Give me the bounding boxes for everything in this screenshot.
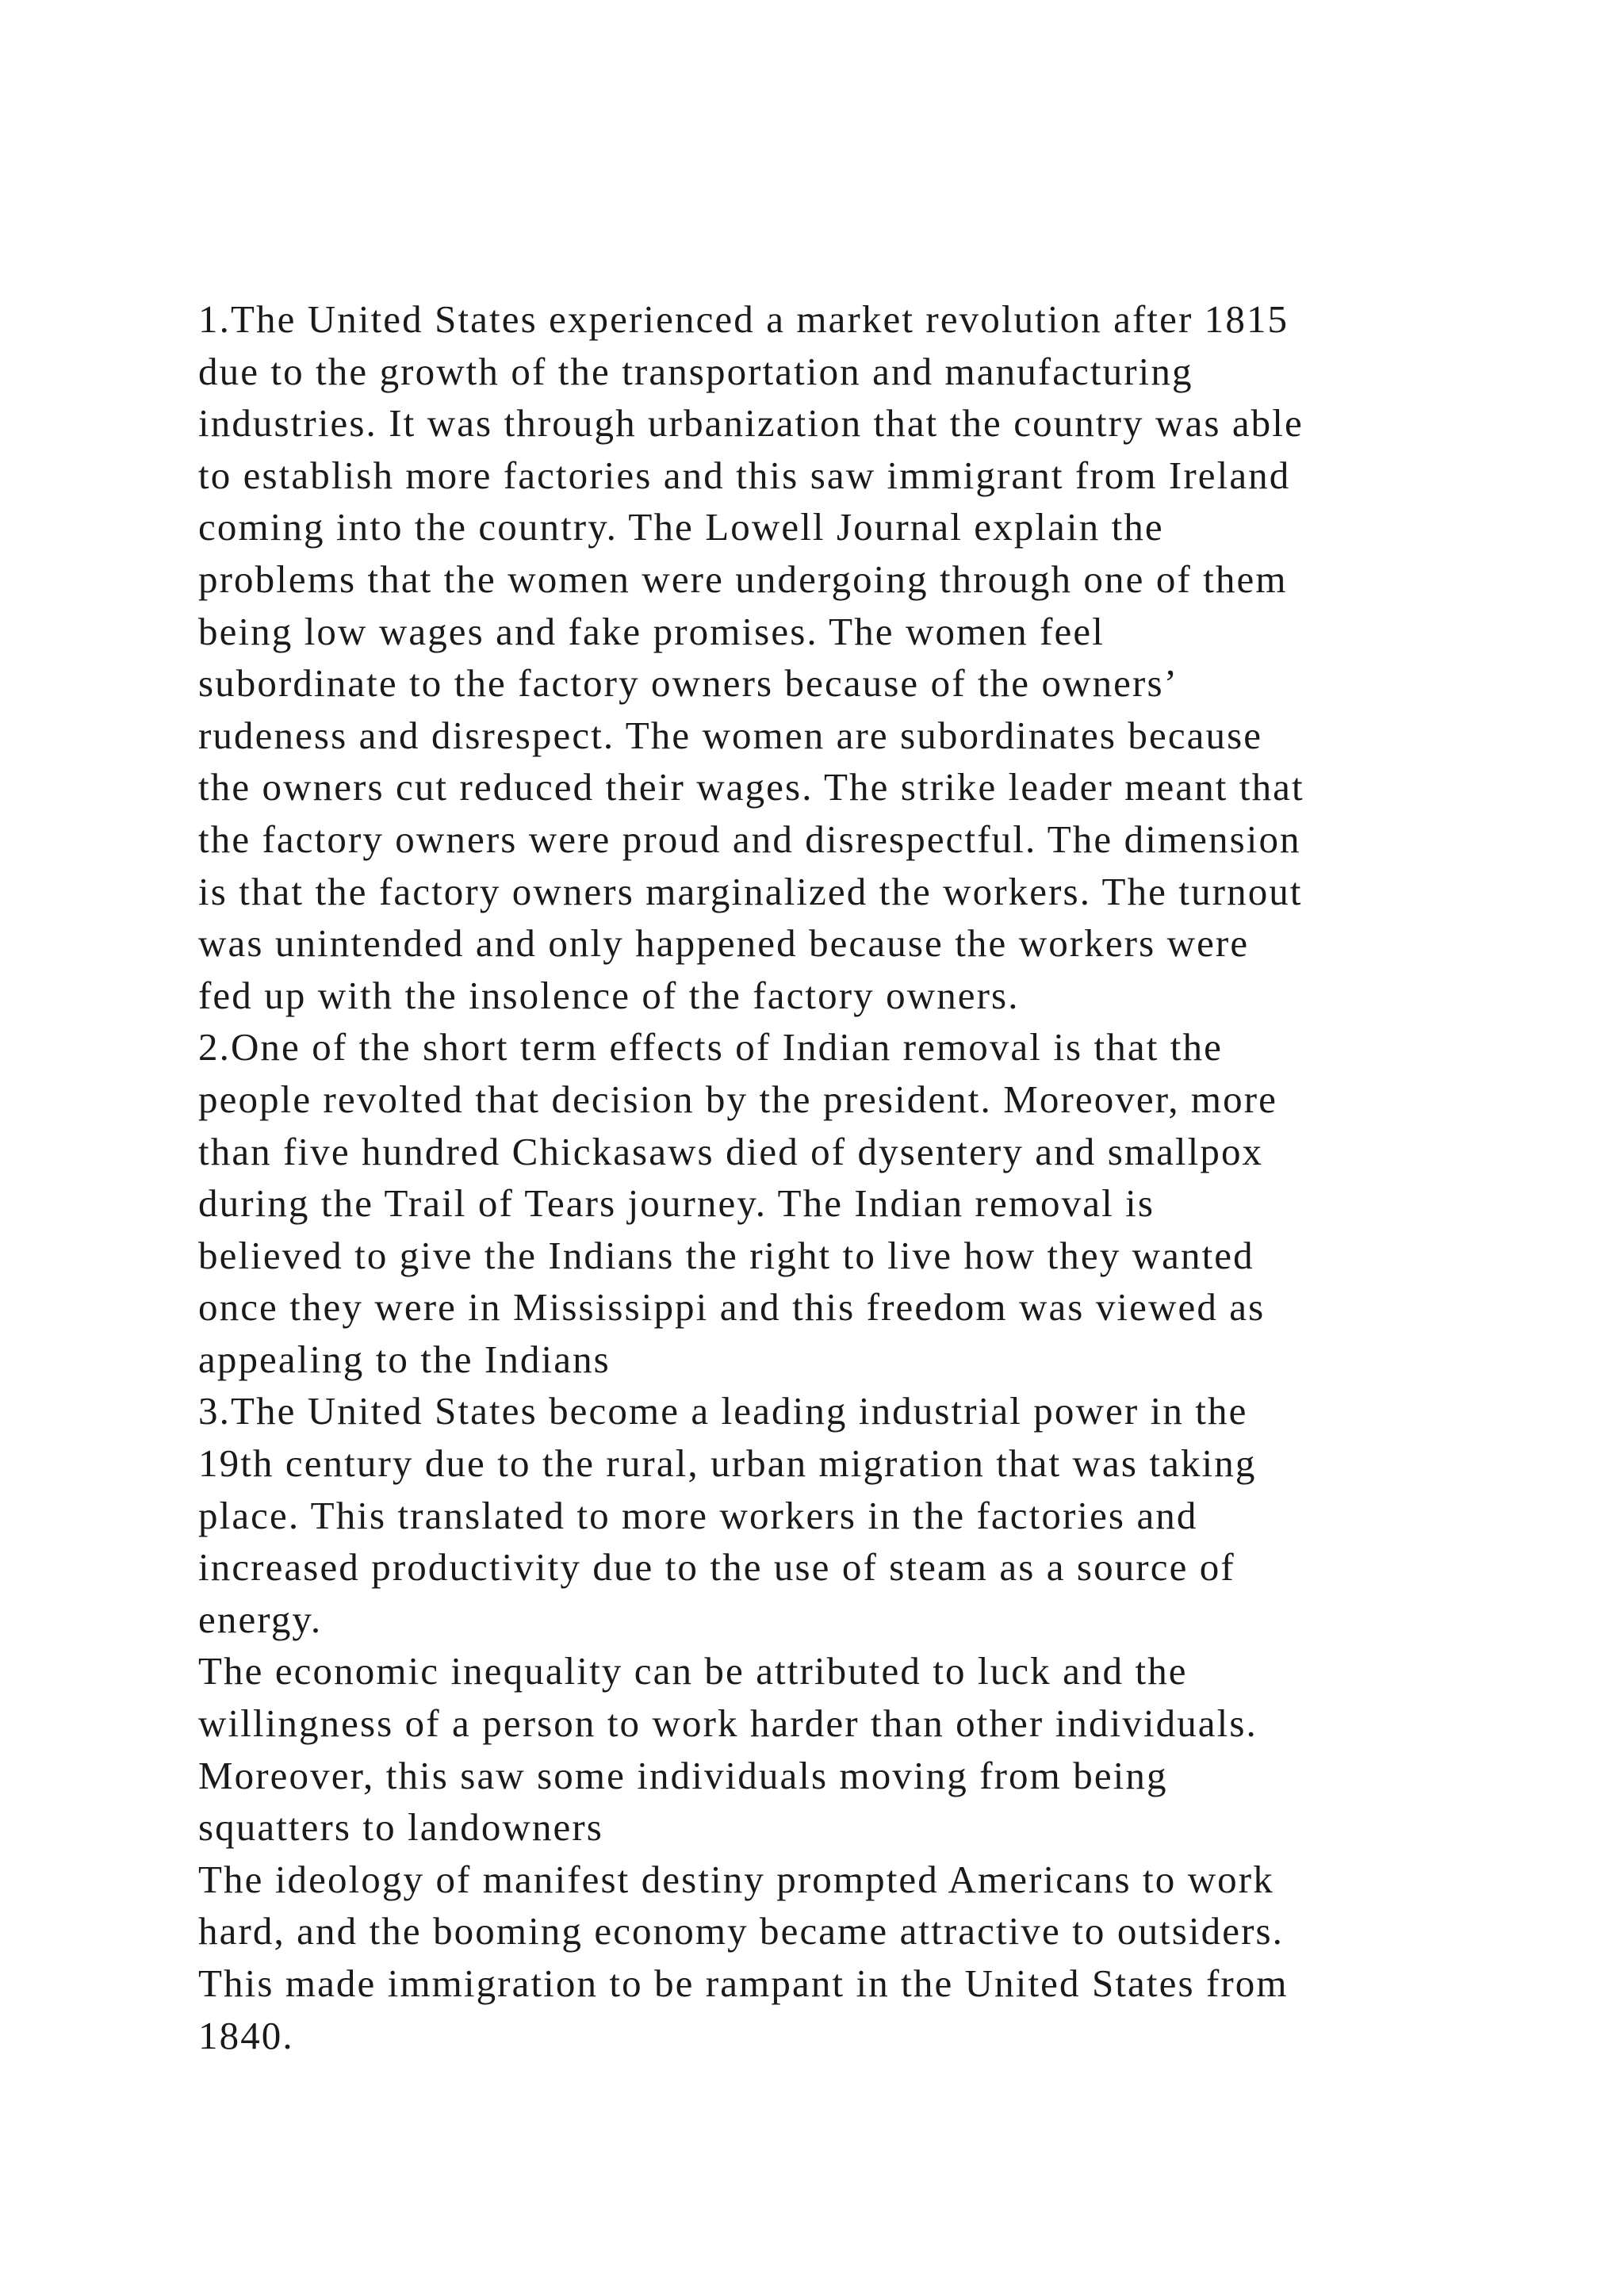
text-line-3: industries. It was through urbanization that the country was able xyxy=(198,401,1304,446)
text-line-28: willingness of a person to work harder than other individuals. xyxy=(198,1701,1258,1746)
text-line-32: hard, and the booming economy became attractive to outsiders. xyxy=(198,1909,1285,1954)
text-line-18: during the Trail of Tears journey. The Indian removal is xyxy=(198,1181,1155,1226)
document-body xyxy=(198,293,1507,2061)
text-line-16: people revolted that decision by the president. Moreover, more xyxy=(198,1077,1278,1121)
text-line-13: was unintended and only happened because the workers were xyxy=(198,921,1250,966)
text-line-31: The ideology of manifest destiny prompted Americans to work xyxy=(198,1857,1274,1901)
text-line-23: 19th century due to the rural, urban migration that was taking xyxy=(198,1441,1257,1486)
text-line-5: coming into the country. The Lowell Journal explain the xyxy=(198,505,1164,549)
text-line-7: being low wages and fake promises. The women feel xyxy=(198,609,1105,653)
text-line-29: Moreover, this saw some individuals moving from being xyxy=(198,1753,1168,1797)
text-line-4: to establish more factories and this saw immigrant from Ireland xyxy=(198,453,1291,497)
text-line-10: the owners cut reduced their wages. The strike leader meant that xyxy=(198,765,1304,809)
text-line-21: appealing to the Indians xyxy=(198,1337,611,1381)
text-line-19: believed to give the Indians the right to live how they wanted xyxy=(198,1233,1254,1277)
text-line-14: fed up with the insolence of the factory owners. xyxy=(198,973,1020,1017)
text-line-27: The economic inequality can be attributed to luck and the xyxy=(198,1649,1188,1693)
text-line-12: is that the factory owners marginalized the workers. The turnout xyxy=(198,869,1303,913)
text-line-9: rudeness and disrespect. The women are subordinates because xyxy=(198,713,1263,757)
text-line-2: due to the growth of the transportation and manufacturing xyxy=(198,349,1193,393)
text-line-33: This made immigration to be rampant in the United States from xyxy=(198,1961,1289,2005)
text-line-26: energy. xyxy=(198,1597,323,1641)
text-line-6: problems that the women were undergoing through one of them xyxy=(198,557,1288,601)
text-line-34: 1840. xyxy=(198,2013,294,2057)
text-line-17: than five hundred Chickasaws died of dysentery and smallpox xyxy=(198,1129,1264,1173)
text-line-1: 1.The United States experienced a market revolution after 1815 xyxy=(198,297,1289,341)
text-line-22: 3.The United States become a leading industrial power in the xyxy=(198,1389,1248,1433)
text-line-20: once they were in Mississippi and this freedom was viewed as xyxy=(198,1285,1266,1330)
text-line-15: 2.One of the short term effects of Indian removal is that the xyxy=(198,1025,1223,1070)
text-line-11: the factory owners were proud and disrespectful. The dimension xyxy=(198,817,1301,861)
text-line-8: subordinate to the factory owners because of the owners’ xyxy=(198,661,1179,706)
text-line-25: increased productivity due to the use of steam as a source of xyxy=(198,1545,1235,1590)
text-line-30: squatters to landowners xyxy=(198,1805,603,1850)
text-line-24: place. This translated to more workers in the factories and xyxy=(198,1493,1198,1537)
